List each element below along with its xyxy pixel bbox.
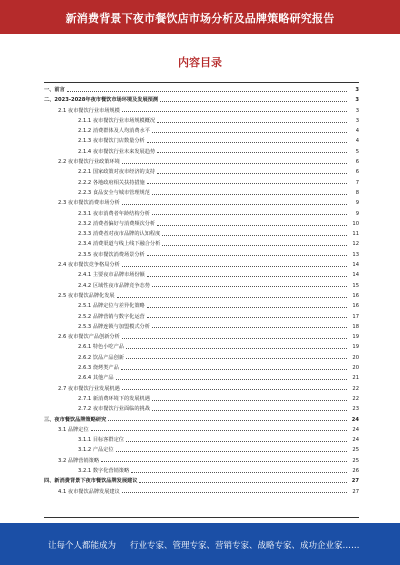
toc-entry-page: 10 xyxy=(352,220,359,227)
toc-entry-text: 2.1.2 消费群体及人均消费水平 xyxy=(78,128,150,135)
toc-leader-dots xyxy=(122,492,347,493)
toc-entry-page: 14 xyxy=(352,272,359,279)
toc-leader-dots xyxy=(152,194,347,195)
toc-entry-page: 24 xyxy=(351,416,359,423)
toc-entry-text: 2.1.3 夜市餐饮门店数量分析 xyxy=(78,138,145,145)
toc-entry-text: 2.7.1 新消费环境下的发展机遇 xyxy=(78,395,150,402)
toc-entry-text: 2.6.2 饮品产品创新 xyxy=(78,354,124,361)
toc-entry[interactable] xyxy=(44,167,359,177)
toc-entry-page: 4 xyxy=(355,128,359,135)
toc-entry-text: 2.2.2 各地政府相关扶持措施 xyxy=(78,179,145,186)
toc-entry-page: 9 xyxy=(355,200,359,207)
toc-entry-page: 9 xyxy=(355,210,359,217)
toc-entry-text: 2.5.3 品牌连锁与加盟模式分析 xyxy=(78,323,150,330)
toc-leader-dots xyxy=(157,152,347,153)
toc-leader-dots xyxy=(116,451,347,452)
toc-leader-dots xyxy=(91,430,347,431)
toc-entry-page: 17 xyxy=(352,313,359,320)
toc-entry[interactable] xyxy=(44,322,359,332)
report-header xyxy=(0,0,400,34)
toc-leader-dots xyxy=(126,441,347,442)
toc-entry[interactable] xyxy=(44,291,359,301)
toc-entry[interactable] xyxy=(44,445,359,455)
toc-entry[interactable] xyxy=(44,342,359,352)
toc-entry-text: 2.2.3 食品安全与城市管理规范 xyxy=(78,189,150,196)
toc-entry-page: 15 xyxy=(352,282,359,289)
toc-leader-dots xyxy=(139,482,347,483)
toc-leader-dots xyxy=(152,400,347,401)
toc-leader-dots xyxy=(147,317,347,318)
toc-entry[interactable] xyxy=(44,229,359,239)
toc-leader-dots xyxy=(122,338,347,339)
toc-entry[interactable] xyxy=(44,353,359,363)
toc-leader-dots xyxy=(157,173,347,174)
footer-banner xyxy=(0,523,400,565)
toc-leader-dots xyxy=(147,183,347,184)
toc-entry-page: 4 xyxy=(355,138,359,145)
toc-entry-page: 16 xyxy=(352,303,359,310)
toc-entry[interactable] xyxy=(44,157,359,167)
toc-entry[interactable] xyxy=(44,209,359,219)
toc-leader-dots xyxy=(122,111,347,112)
toc-entry-page: 5 xyxy=(355,148,359,155)
toc-entry[interactable] xyxy=(44,373,359,383)
toc-entry-page: 24 xyxy=(352,437,359,444)
toc-entry[interactable] xyxy=(44,219,359,229)
toc-leader-dots xyxy=(122,389,347,390)
toc-entry[interactable] xyxy=(44,466,359,476)
toc-entry[interactable] xyxy=(44,270,359,280)
toc-entry-page: 7 xyxy=(355,179,359,186)
toc-entry-page: 22 xyxy=(352,385,359,392)
toc-leader-dots xyxy=(162,235,347,236)
toc-entry-page: 18 xyxy=(352,323,359,330)
toc-entry-page: 11 xyxy=(352,231,359,238)
toc-entry-text: 2.6.3 烧烤类产品 xyxy=(78,365,119,372)
toc-entry-page: 6 xyxy=(355,159,359,166)
toc-leader-dots xyxy=(67,91,347,92)
footer-slogan: 让每个人都能成为 xyxy=(48,541,117,551)
toc-entry-text: 2.3.2 消费者偏好与消费频次分析 xyxy=(78,220,156,227)
toc-leader-dots xyxy=(157,225,347,226)
toc-entry-text: 3.2 品牌营销策略 xyxy=(58,457,100,464)
toc-entry-text: 2.6.4 其他产品 xyxy=(78,375,114,382)
toc-entry[interactable] xyxy=(44,435,359,445)
toc-leader-dots xyxy=(101,461,347,462)
toc-leader-dots xyxy=(117,297,347,298)
toc-bottom-rule xyxy=(44,517,359,518)
toc-entry-page: 3 xyxy=(355,87,359,93)
toc-entry-page: 14 xyxy=(352,262,359,269)
toc-entry[interactable] xyxy=(44,456,359,466)
toc-entry[interactable] xyxy=(44,188,359,198)
toc-leader-dots xyxy=(152,132,347,133)
toc-entry[interactable] xyxy=(44,147,359,157)
toc-entry-page: 19 xyxy=(352,344,359,351)
toc-entry-page: 27 xyxy=(351,478,359,485)
toc-entry-text: 2.3.3 消费者对夜市品牌的认知程度 xyxy=(78,231,161,238)
toc-leader-dots xyxy=(152,286,347,287)
toc-entry-page: 20 xyxy=(352,365,359,372)
toc-entry[interactable] xyxy=(44,260,359,270)
toc-entry-text: 2.3.5 夜市餐饮消费场景分析 xyxy=(78,251,145,258)
toc-entry-text: 2.7.2 夜市餐饮行业面临的挑战 xyxy=(78,406,150,413)
toc-entry-text: 2.5.1 品牌定位与差异化策略 xyxy=(78,303,145,310)
toc-leader-dots xyxy=(121,369,347,370)
toc-title: 内容目录 xyxy=(178,56,222,69)
toc-entry-text: 2.1.4 夜市餐饮行业未来发展趋势 xyxy=(78,148,156,155)
table-of-contents xyxy=(44,85,359,497)
toc-entry-text: 2.3.4 消费渠道与线上线下融合分析 xyxy=(78,241,161,248)
toc-entry-text: 2.3.1 夜市消费者年龄结构分析 xyxy=(78,210,150,217)
toc-entry-page: 20 xyxy=(352,354,359,361)
toc-entry-page: 22 xyxy=(352,395,359,402)
toc-entry-text: 2.4 夜市餐饮竞争格局分析 xyxy=(58,262,120,269)
toc-entry[interactable] xyxy=(44,95,359,105)
toc-entry-text: 一、前言 xyxy=(44,87,65,93)
toc-entry[interactable] xyxy=(44,394,359,404)
toc-entry-text: 2.1.1 夜市餐饮行业市场规模概况 xyxy=(78,117,156,124)
toc-entry-text: 2.3 夜市餐饮消费市场分析 xyxy=(58,200,120,207)
toc-entry[interactable] xyxy=(44,85,359,95)
toc-entry-text: 四、新消费背景下夜市餐饮品牌发展建议 xyxy=(44,478,138,485)
toc-entry-text: 2.6 夜市餐饮产品创新分析 xyxy=(58,334,120,341)
toc-entry[interactable] xyxy=(44,425,359,435)
toc-entry-text: 4.1 夜市餐饮品牌发展建议 xyxy=(58,488,120,495)
toc-entry[interactable] xyxy=(44,136,359,146)
toc-top-rule xyxy=(44,82,359,83)
toc-leader-dots xyxy=(152,410,347,411)
toc-entry[interactable] xyxy=(44,116,359,126)
toc-entry[interactable] xyxy=(44,239,359,249)
toc-leader-dots xyxy=(162,245,347,246)
toc-leader-dots xyxy=(147,276,347,277)
toc-entry[interactable] xyxy=(44,301,359,311)
toc-entry-page: 25 xyxy=(352,457,359,464)
toc-entry-text: 2.1 夜市餐饮行业市场规模 xyxy=(58,107,120,114)
toc-entry[interactable] xyxy=(44,178,359,188)
footer-tagline: 行业专家、管理专家、营销专家、战略专家、成功企业家…… xyxy=(130,541,360,551)
toc-entry-page: 19 xyxy=(352,334,359,341)
toc-entry[interactable] xyxy=(44,404,359,414)
toc-entry-text: 二、2023-2028年夜市餐饮市场环境及发展预测 xyxy=(44,97,159,104)
toc-leader-dots xyxy=(131,472,347,473)
toc-entry-page: 3 xyxy=(355,117,359,124)
toc-leader-dots xyxy=(122,266,347,267)
toc-entry-page: 8 xyxy=(355,189,359,196)
toc-entry[interactable] xyxy=(44,126,359,136)
toc-entry[interactable] xyxy=(44,415,359,425)
toc-entry-text: 3.1.1 目标客群定位 xyxy=(78,437,124,444)
toc-entry-text: 3.1.2 产品定位 xyxy=(78,447,114,454)
toc-leader-dots xyxy=(126,358,347,359)
toc-leader-dots xyxy=(160,101,347,102)
toc-leader-dots xyxy=(152,214,347,215)
toc-leader-dots xyxy=(152,327,347,328)
toc-entry[interactable] xyxy=(44,363,359,373)
toc-leader-dots xyxy=(157,122,347,123)
toc-entry[interactable] xyxy=(44,384,359,394)
toc-entry-text: 2.2 夜市餐饮行业政策环境 xyxy=(58,159,120,166)
toc-entry-text: 三、夜市餐饮品牌策略研究 xyxy=(44,416,107,423)
toc-leader-dots xyxy=(116,379,347,380)
toc-entry-text: 2.5 夜市餐饮品牌化发展 xyxy=(58,292,115,299)
toc-entry-text: 2.4.2 区域性夜市品牌竞争态势 xyxy=(78,282,150,289)
toc-entry[interactable] xyxy=(44,198,359,208)
toc-entry-page: 21 xyxy=(352,375,359,382)
toc-entry-text: 2.6.1 特色小吃产品 xyxy=(78,344,124,351)
toc-entry[interactable] xyxy=(44,476,359,486)
toc-entry-text: 3.2.1 数字化营销策略 xyxy=(78,467,130,474)
toc-leader-dots xyxy=(122,163,347,164)
toc-entry[interactable] xyxy=(44,250,359,260)
toc-entry-text: 2.4.1 主要夜市品牌市场份额 xyxy=(78,272,145,279)
toc-leader-dots xyxy=(147,142,347,143)
toc-leader-dots xyxy=(122,204,347,205)
report-title: 新消费背景下夜市餐饮店市场分析及品牌策略研究报告 xyxy=(65,12,335,25)
toc-entry[interactable] xyxy=(44,312,359,322)
toc-entry-page: 16 xyxy=(352,292,359,299)
toc-entry-page: 25 xyxy=(352,447,359,454)
toc-leader-dots xyxy=(108,420,347,421)
toc-entry[interactable] xyxy=(44,487,359,497)
toc-leader-dots xyxy=(147,307,347,308)
toc-leader-dots xyxy=(147,255,347,256)
toc-entry-text: 2.7 夜市餐饮行业发展机遇 xyxy=(58,385,120,392)
toc-entry-text: 2.5.2 品牌营销与数字化运营 xyxy=(78,313,145,320)
toc-entry[interactable] xyxy=(44,332,359,342)
toc-entry-page: 3 xyxy=(355,97,359,104)
toc-entry-page: 26 xyxy=(352,467,359,474)
toc-entry-page: 27 xyxy=(352,488,359,495)
toc-entry[interactable] xyxy=(44,106,359,116)
toc-entry-page: 23 xyxy=(352,406,359,413)
toc-entry-page: 12 xyxy=(352,241,359,248)
toc-entry-page: 6 xyxy=(355,169,359,176)
toc-entry-page: 24 xyxy=(352,426,359,433)
toc-entry-page: 3 xyxy=(355,107,359,114)
toc-entry[interactable] xyxy=(44,281,359,291)
toc-entry-text: 2.2.1 国家政策对夜市经济的支持 xyxy=(78,169,156,176)
toc-entry-text: 3.1 品牌定位 xyxy=(58,426,89,433)
toc-leader-dots xyxy=(126,348,347,349)
toc-entry-page: 13 xyxy=(352,251,359,258)
